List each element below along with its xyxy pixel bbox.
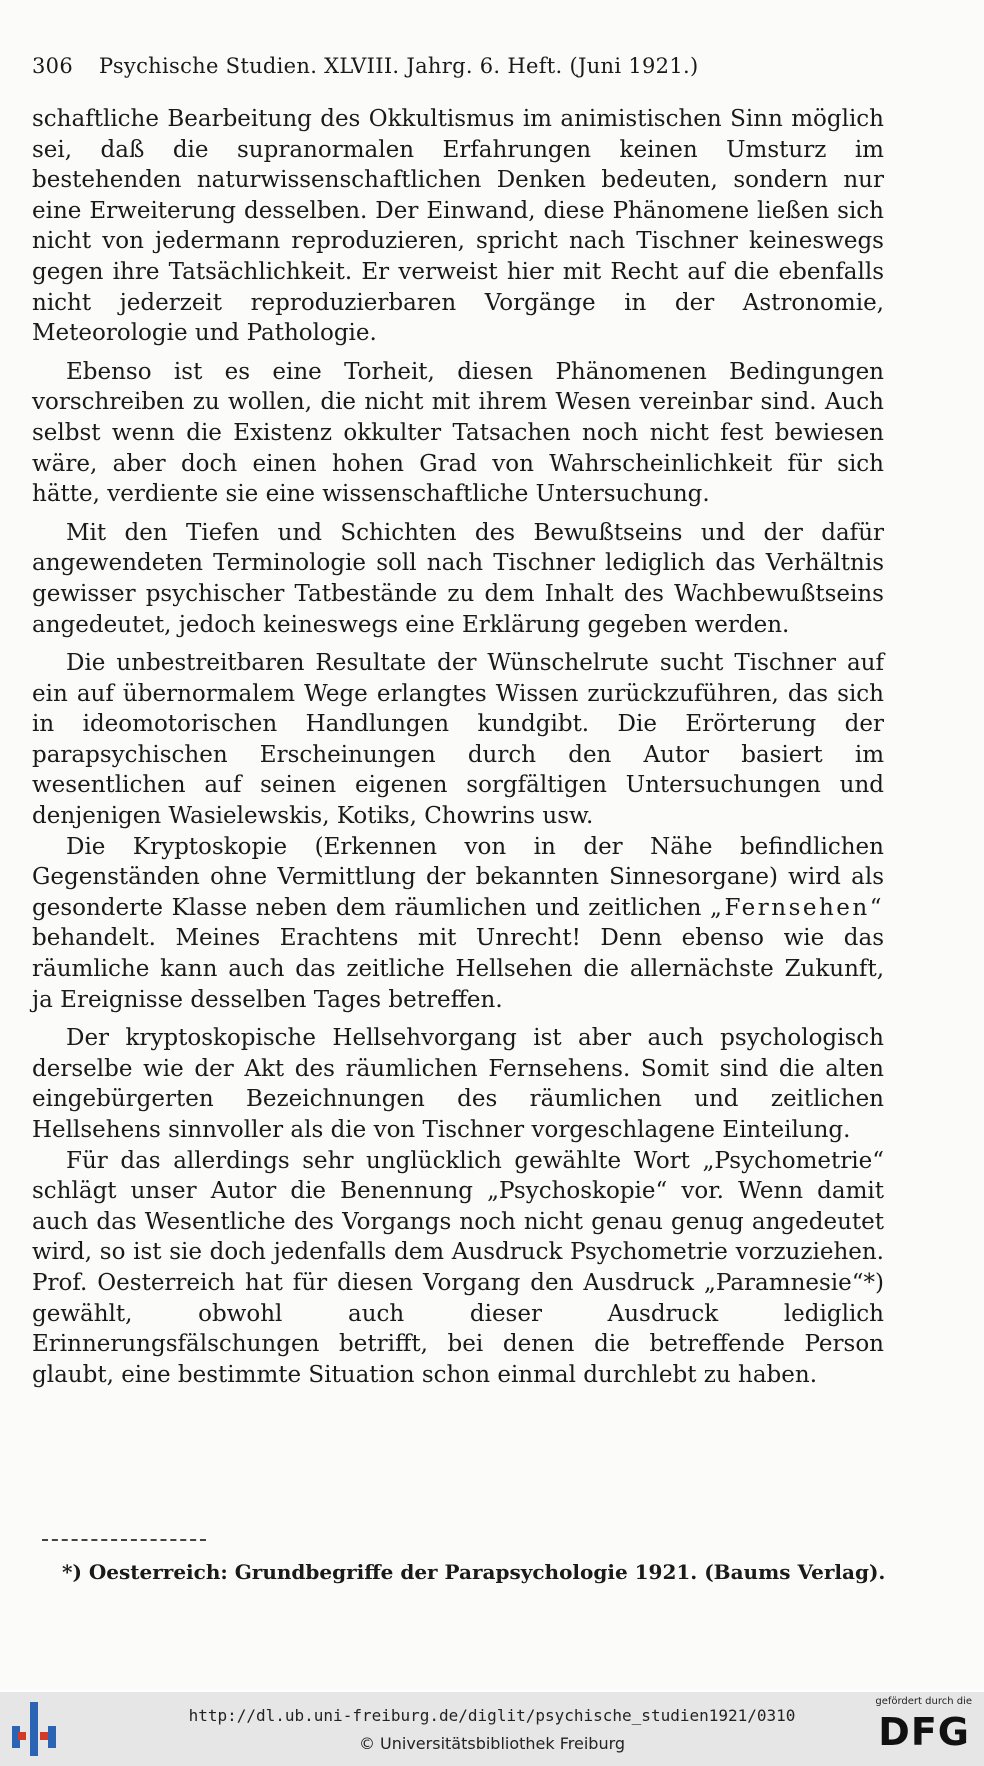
paragraph-5 xyxy=(32,832,884,1016)
body-text xyxy=(32,104,884,1390)
paragraph-1: schaftliche Bearbeitung des Okkultismus im animistischen Sinn möglich sei, daß die supranormalen Erfahrungen keinen Umsturz im bestehenden naturwissenschaftlichen Denken bedeuten, sondern nur eine Erweiterung desselben. Der Einwand, diese Phänomene ließen sich nicht von jedermann reproduzieren, spricht nach Tischner keineswegs gegen ihre Tatsächlichkeit. Er verweist hier mit Recht auf die ebenfalls nicht jederzeit reproduzierbaren Vorgänge in der Astronomie, Meteorologie und Pathologie. xyxy=(32,106,884,347)
footnote: *) Oesterreich: Grundbegriffe der Parapsychologie 1921. (Baums Verlag). xyxy=(62,1560,886,1584)
dfg-logo: DFG xyxy=(878,1710,970,1754)
copyright-text: © Universitätsbibliothek Freiburg xyxy=(358,1734,626,1753)
paragraph-3: Mit den Tiefen und Schichten des Bewußtseins und der dafür angewendeten Terminologie soll nach Tischner lediglich das Verhältnis gewisser psychischer Tatbestände zu dem Inhalt des Wachbewußtseins angedeutet, jedoch keineswegs eine Erklärung gegeben werden. xyxy=(32,519,884,638)
footnote-rule xyxy=(42,1539,206,1541)
paragraph-5-part-a: Die Kryptoskopie (Erkennen von in der Nähe befindlichen Gegenständen ohne Vermittlung der bekannten Sinnesorgane) wird als gesonderte Klasse neben dem räumlichen und zeitlichen xyxy=(32,833,884,921)
viewer-footer xyxy=(0,1692,984,1766)
paragraph-5-part-b: behandelt. Meines Erachtens mit Unrecht! Denn ebenso wie das räumliche kann auch das zeitliche Hellsehen die allernächste Zukunft, ja Ereignisse desselben Tages betreffen. xyxy=(32,925,884,1013)
paragraph-4: Die unbestreitbaren Resultate der Wünschelrute sucht Tischner auf ein auf übernormalem Wege erlangtes Wissen zurückzuführen, das sich in ideomotorischen Handlungen kundgibt. Die Erörterung der parapsychischen Erscheinungen durch den Autor basiert im wesentlichen auf seinen eigenen sorgfältigen Untersuchungen und denjenigen Wasielewskis, Kotiks, Chowrins usw. xyxy=(32,650,884,830)
source-url-link[interactable]: http://dl.ub.uni-freiburg.de/diglit/psychische_studien1921/0310 xyxy=(188,1706,796,1725)
running-title: Psychische Studien. XLVIII. Jahrg. 6. Heft. (Juni 1921.) xyxy=(98,54,699,78)
dfg-note: gefördert durch die xyxy=(875,1696,972,1707)
running-header xyxy=(32,54,912,78)
paragraph-7: Für das allerdings sehr unglücklich gewählte Wort „Psychometrie“ schlägt unser Autor die Benennung „Psychoskopie“ vor. Wenn damit auch das Wesentliche des Vorgangs noch nicht genau genug angedeutet wird, so ist sie doch jedenfalls dem Ausdruck Psychometrie vorzuziehen. Prof. Oesterreich hat für diesen Vorgang den Ausdruck „Paramnesie“*) gewählt, obwohl auch dieser Ausdruck lediglich Erinnerungsfälschungen betrifft, bei denen die betreffende Person glaubt, eine bestimmte Situation schon einmal durchlebt zu haben. xyxy=(32,1147,884,1388)
paragraph-6: Der kryptoskopische Hellsehvorgang ist aber auch psychologisch derselbe wie der Akt des räumlichen Fernsehens. Somit sind die alten eingebürgerten Bezeichnungen des räumlichen und zeitlichen Hellsehens sinnvoller als die von Tischner vorgeschlagene Einteilung. xyxy=(32,1025,884,1143)
page-number: 306 xyxy=(32,54,73,78)
spaced-term-fernsehen: „Fernsehen“ xyxy=(710,894,884,921)
paragraph-2: Ebenso ist es eine Torheit, diesen Phänomenen Bedingungen vorschreiben zu wollen, die nicht mit ihrem Wesen vereinbar sind. Auch selbst wenn die Existenz okkulter Tatsachen noch nicht fest bewiesen wäre, aber doch einen hohen Grad von Wahrscheinlichkeit für sich hätte, verdiente sie eine wissenschaftliche Untersuchung. xyxy=(32,358,884,508)
